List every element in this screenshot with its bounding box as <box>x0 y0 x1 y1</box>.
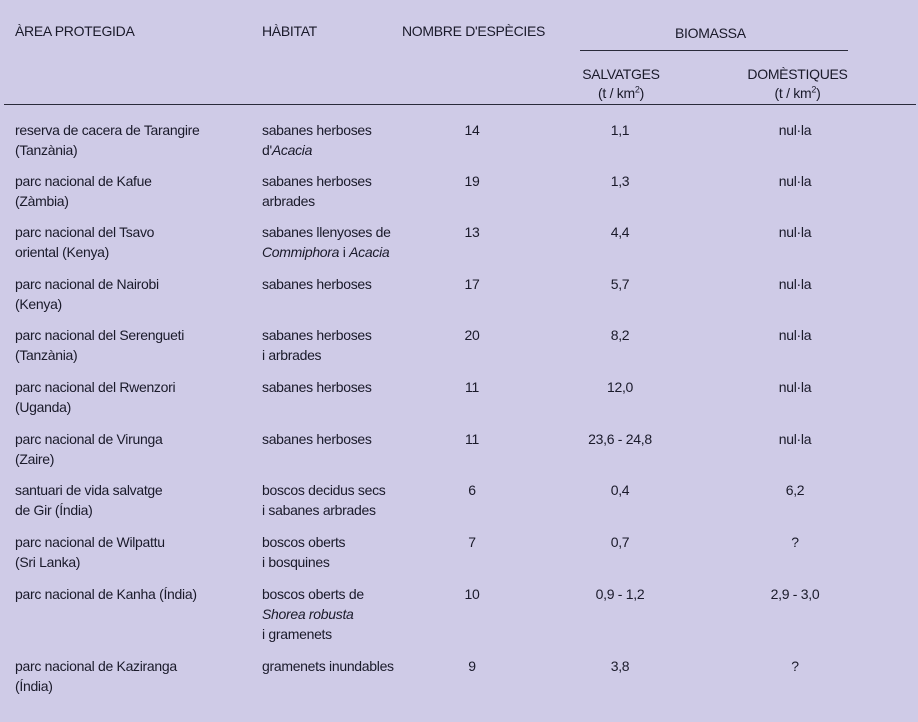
cell-habitat: boscos decidus secs i sabanes arbrades <box>262 482 386 518</box>
cell-habitat: sabanes llenyoses de Commiphora i Acacia <box>262 224 391 260</box>
cell-habitat: sabanes herboses i arbrades <box>262 327 372 363</box>
cell-domestic-biomass: nul·la <box>778 379 812 395</box>
cell-wild-biomass: 0,4 <box>610 482 630 498</box>
header-biomass: BIOMASSA <box>675 25 746 41</box>
cell-domestic-biomass: nul·la <box>778 276 812 292</box>
cell-area: parc nacional de Wilpattu (Sri Lanka) <box>15 534 165 570</box>
cell-domestic-biomass: 2,9 - 3,0 <box>770 586 820 602</box>
cell-wild-biomass: 8,2 <box>610 327 630 343</box>
cell-species: 10 <box>464 586 480 602</box>
cell-habitat: sabanes herboses arbrades <box>262 173 372 209</box>
header-species: NOMBRE D'ESPÈCIES <box>402 23 546 39</box>
cell-wild-biomass: 23,6 - 24,8 <box>588 431 652 447</box>
cell-area: parc nacional de Kaziranga (Índia) <box>15 658 177 694</box>
cell-species: 6 <box>468 482 476 498</box>
cell-domestic-biomass: nul·la <box>778 224 812 240</box>
cell-habitat: sabanes herboses <box>262 431 372 447</box>
cell-habitat: sabanes herboses d'Acacia <box>262 122 372 158</box>
cell-domestic-biomass: ? <box>791 534 799 550</box>
cell-area: parc nacional de Kanha (Índia) <box>15 586 197 602</box>
cell-area: reserva de cacera de Tarangire (Tanzània) <box>15 122 200 158</box>
cell-domestic-biomass: nul·la <box>778 327 812 343</box>
cell-domestic-biomass: nul·la <box>778 173 812 189</box>
cell-species: 19 <box>464 173 480 189</box>
cell-domestic-biomass: nul·la <box>778 431 812 447</box>
cell-wild-biomass: 5,7 <box>610 276 630 292</box>
cell-wild-biomass: 0,9 - 1,2 <box>595 586 645 602</box>
cell-area: parc nacional del Tsavo oriental (Kenya) <box>15 224 155 260</box>
cell-wild-biomass: 1,1 <box>610 122 630 138</box>
cell-species: 13 <box>464 224 480 240</box>
header-wild: SALVATGES <box>582 66 660 82</box>
header-divider <box>4 104 916 105</box>
cell-species: 11 <box>465 431 479 447</box>
cell-wild-biomass: 3,8 <box>610 658 630 674</box>
cell-habitat: sabanes herboses <box>262 276 372 292</box>
cell-domestic-biomass: ? <box>791 658 799 674</box>
cell-area: parc nacional del Rwenzori (Uganda) <box>15 379 176 415</box>
cell-area: parc nacional del Serengueti (Tanzània) <box>15 327 185 363</box>
cell-habitat: gramenets inundables <box>262 658 394 674</box>
biomass-divider <box>580 50 848 51</box>
cell-area: parc nacional de Virunga (Zaire) <box>15 431 163 467</box>
header-domestic: DOMÈSTIQUES <box>747 66 848 82</box>
cell-wild-biomass: 1,3 <box>610 173 630 189</box>
cell-species: 11 <box>465 379 479 395</box>
cell-domestic-biomass: 6,2 <box>785 482 805 498</box>
cell-area: parc nacional de Kafue (Zàmbia) <box>15 173 152 209</box>
header-domestic-unit: $(t / km^2)$ <box>774 84 821 101</box>
cell-wild-biomass: 0,7 <box>610 534 630 550</box>
cell-domestic-biomass: nul·la <box>778 122 812 138</box>
cell-species: 7 <box>468 534 476 550</box>
cell-species: 9 <box>468 658 476 674</box>
header-wild-unit: $(t / km^2)$ <box>598 84 644 101</box>
cell-species: 20 <box>464 327 480 343</box>
cell-wild-biomass: 12,0 <box>606 379 634 395</box>
cell-area: parc nacional de Nairobi (Kenya) <box>15 276 159 312</box>
cell-habitat: sabanes herboses <box>262 379 372 395</box>
cell-habitat: boscos oberts i bosquines <box>262 534 346 570</box>
cell-area: santuari de vida salvatge de Gir (Índia) <box>15 482 163 518</box>
header-area: ÀREA PROTEGIDA <box>15 23 135 39</box>
cell-species: 14 <box>464 122 480 138</box>
cell-habitat: boscos oberts de Shorea robusta i gramenets <box>262 586 364 642</box>
header-habitat: HÀBITAT <box>262 23 317 39</box>
cell-wild-biomass: 4,4 <box>610 224 630 240</box>
cell-species: 17 <box>464 276 480 292</box>
